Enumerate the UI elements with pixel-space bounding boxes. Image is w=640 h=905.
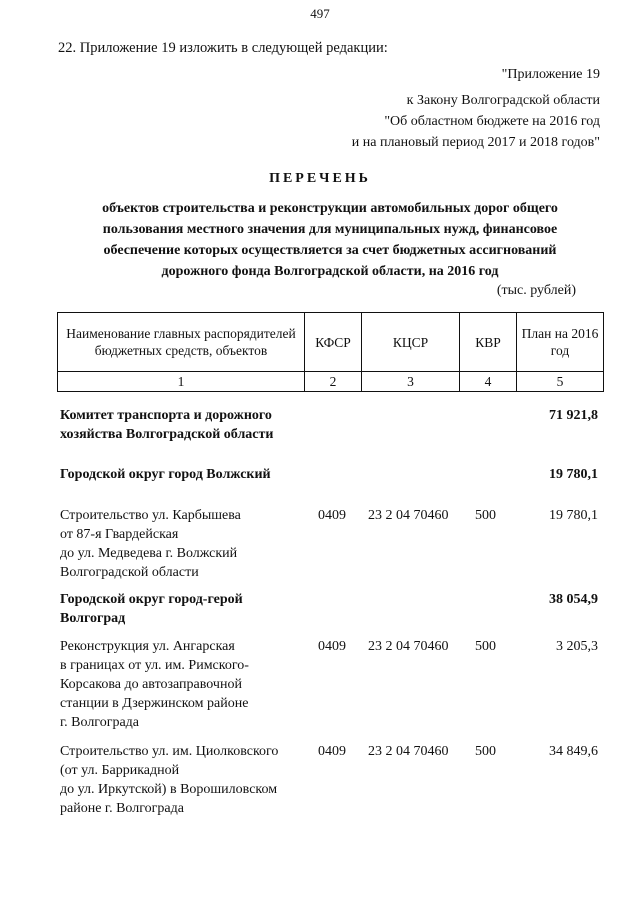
header-kfsr: КФСР: [305, 313, 362, 372]
row-name: Комитет транспорта и дорожного хозяйства Волгоградской области: [60, 408, 274, 442]
row-plan: 34 849,6: [549, 744, 598, 759]
column-number: 4: [460, 372, 517, 392]
header-kvr: КВР: [460, 313, 517, 372]
annex-line-1: "Приложение 19: [501, 67, 600, 82]
intro-paragraph: 22. Приложение 19 изложить в следующей редакции:: [58, 40, 388, 56]
row-name: Строительство ул. Карбышева от 87-я Гвардейская до ул. Медведева г. Волжский Волгоградской области: [60, 508, 241, 580]
row-kcsr: 23 2 04 70460: [368, 744, 449, 759]
column-number: 1: [58, 372, 305, 392]
header-kcsr: КЦСР: [362, 313, 460, 372]
row-plan: 3 205,3: [556, 639, 598, 654]
annex-line-4: и на плановый период 2017 и 2018 годов": [351, 135, 600, 150]
row-plan: 19 780,1: [549, 467, 598, 482]
row-plan: 38 054,9: [549, 592, 598, 607]
row-kfsr: 0409: [318, 508, 346, 523]
row-name: Городской округ город-герой Волгоград: [60, 592, 243, 626]
header-name: Наименование главных распорядителей бюджетных средств, объектов: [58, 313, 305, 372]
table-header: [57, 312, 604, 392]
unit-label: (тыс. рублей): [496, 283, 576, 298]
row-name: Строительство ул. им. Циолковского (от ул. Баррикадной до ул. Иркутской) в Ворошиловском районе г. Волгограда: [60, 744, 279, 816]
document-subtitle: объектов строительства и реконструкции автомобильных дорог общего пользования местного значения для муниципальных нужд, финансовое обеспечение которых осуществляется за счет бюджетных ассигнований дорожного фонда Волгоградской области, на 2016 год: [102, 201, 558, 279]
row-kcsr: 23 2 04 70460: [368, 639, 449, 654]
row-kfsr: 0409: [318, 639, 346, 654]
row-kvr: 500: [475, 744, 496, 759]
row-kvr: 500: [475, 639, 496, 654]
row-plan: 19 780,1: [549, 508, 598, 523]
row-plan: 71 921,8: [549, 408, 598, 423]
row-kcsr: 23 2 04 70460: [368, 508, 449, 523]
row-kvr: 500: [475, 508, 496, 523]
column-number: 2: [305, 372, 362, 392]
row-name: Реконструкция ул. Ангарская в границах от ул. им. Римского- Корсакова до автозаправочной станции в Дзержинском районе г. Волгограда: [60, 639, 249, 730]
page-number: 497: [310, 6, 330, 21]
annex-line-3: "Об областном бюджете на 2016 год: [384, 114, 600, 129]
header-plan: План на 2016 год: [517, 313, 604, 372]
row-name: Городской округ город Волжский: [60, 467, 271, 482]
row-kfsr: 0409: [318, 744, 346, 759]
column-number: 5: [517, 372, 604, 392]
annex-line-2: к Закону Волгоградской области: [406, 93, 600, 108]
column-number: 3: [362, 372, 460, 392]
document-title: ПЕРЕЧЕНЬ: [269, 171, 371, 186]
